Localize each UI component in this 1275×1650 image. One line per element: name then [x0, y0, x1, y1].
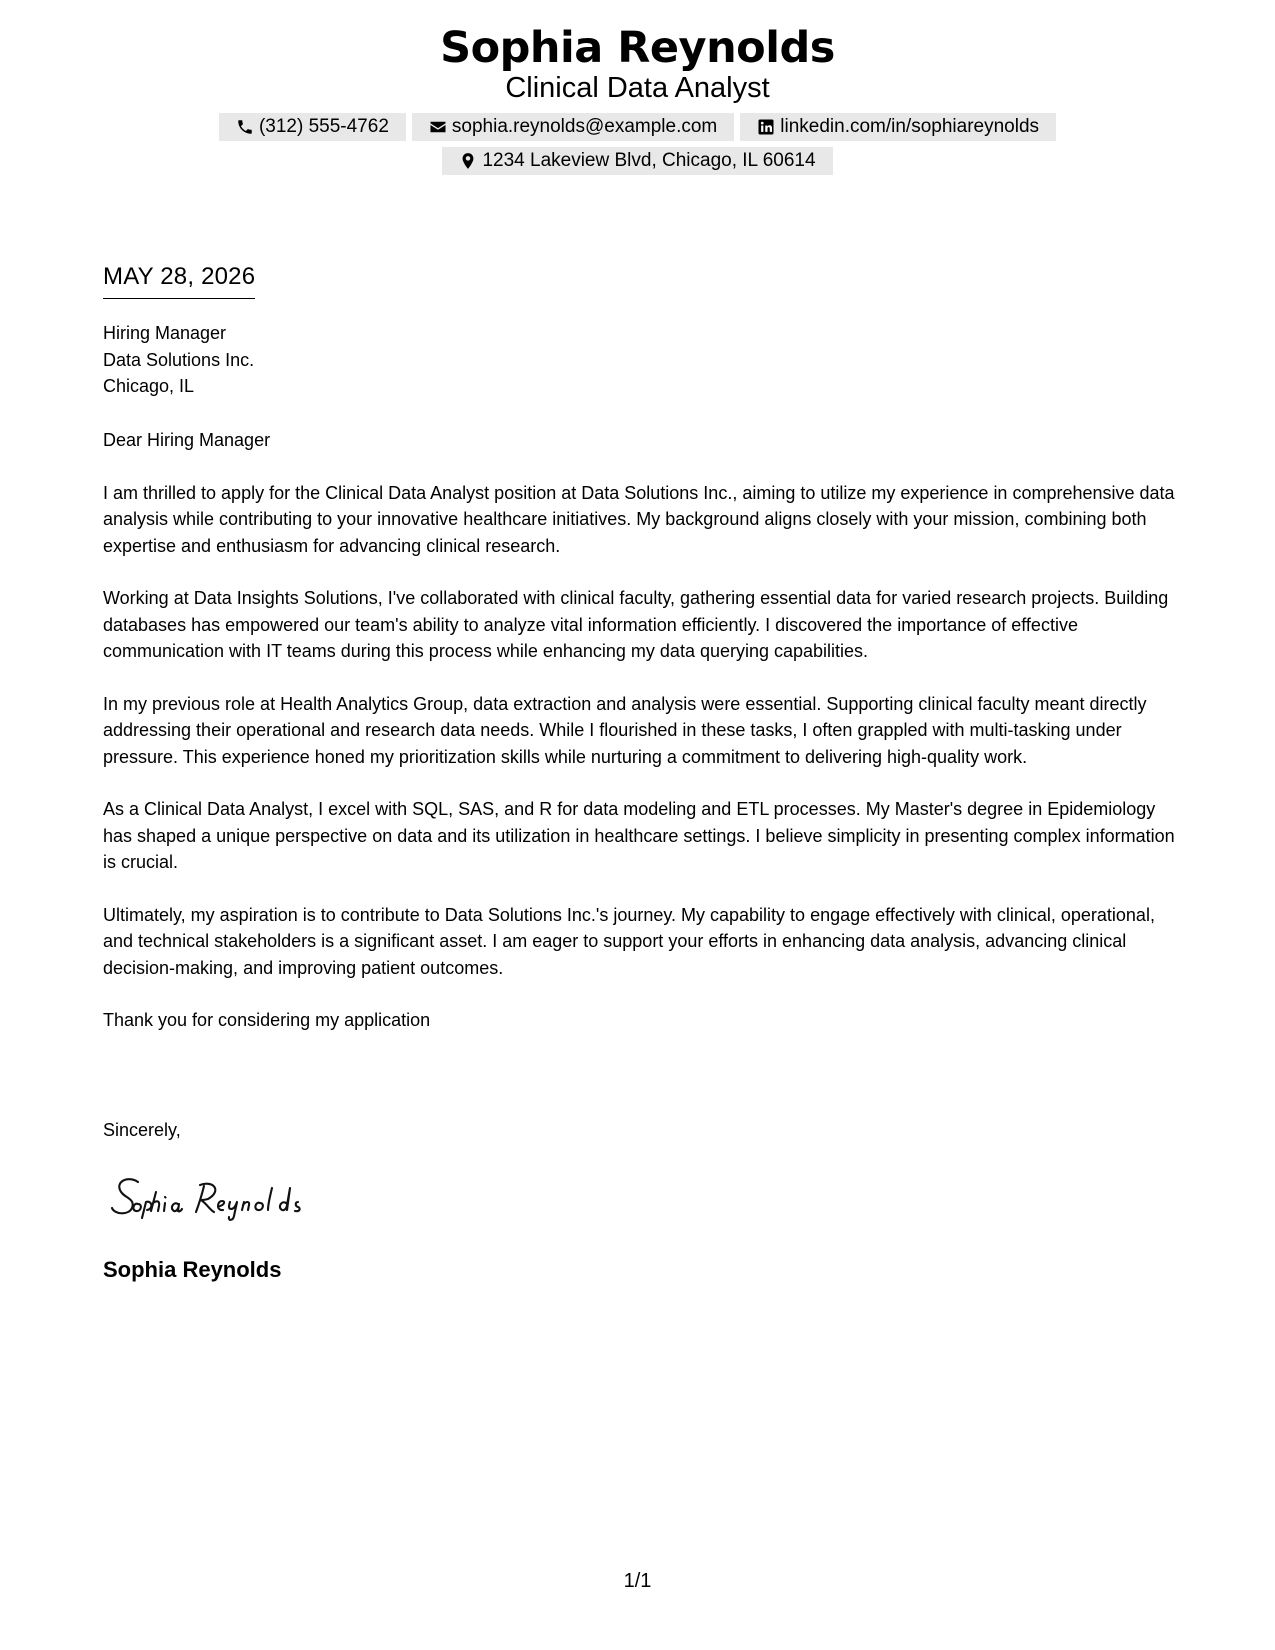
thank-you-line: Thank you for considering my application [103, 1010, 431, 1030]
map-pin-icon [459, 152, 477, 170]
applicant-title: Clinical Data Analyst [505, 72, 770, 104]
recipient-line: Hiring Manager [103, 323, 227, 343]
linkedin-chip[interactable] [740, 113, 1056, 141]
letter-header [0, 22, 1275, 181]
recipient-block [103, 320, 254, 400]
body-paragraph: In my previous role at Health Analytics Group, data extraction and analysis were essential. Supporting clinical faculty meant directly addressing their operational and research data needs. While I flourished in these tasks, I often grappled with multi-tasking under pressure. This experience honed my prioritization skills while nurturing a commitment to delivering high-quality work. [103, 693, 1147, 767]
body-paragraph: I am thrilled to apply for the Clinical Data Analyst position at Data Solutions Inc., aiming to utilize my experience in comprehensive data analysis while contributing to your innovative healthcare initiatives. My background aligns closely with your mission, combining both expertise and enthusiasm for advancing clinical research. [103, 482, 1175, 556]
letter-body [103, 427, 1183, 1060]
page-number: 1/1 [623, 1570, 652, 1592]
email-chip[interactable] [412, 113, 734, 141]
phone-icon [236, 118, 254, 136]
phone-chip [219, 113, 406, 141]
address-chip [442, 147, 832, 175]
linkedin-icon [757, 118, 775, 136]
handwritten-signature [108, 1168, 358, 1228]
letter-date: MAY 28, 2026 [103, 262, 255, 299]
contact-row-1 [0, 113, 1275, 141]
closing-line: Sincerely, [103, 1120, 181, 1140]
recipient-line: Chicago, IL [103, 376, 195, 396]
signer-name: Sophia Reynolds [103, 1257, 282, 1282]
linkedin-url[interactable]: linkedin.com/in/sophiareynolds [780, 116, 1040, 137]
body-paragraph: As a Clinical Data Analyst, I excel with SQL, SAS, and R for data modeling and ETL processes. My Master's degree in Epidemiology has shaped a unique perspective on data and its utilization in healthcare settings. I believe simplicity in presenting complex information is crucial. [103, 799, 1175, 872]
applicant-name: Sophia Reynolds [440, 23, 835, 73]
contact-row-2 [0, 147, 1275, 175]
phone-number: (312) 555-4762 [258, 116, 389, 137]
body-paragraph: Ultimately, my aspiration is to contribute to Data Solutions Inc.'s journey. My capability to engage effectively with clinical, operational, and technical stakeholders is a significant asset. I am eager to support your efforts in enhancing data analysis, advancing clinical decision-making, and improving patient outcomes. [103, 904, 1155, 978]
contact-info [0, 113, 1275, 175]
salutation: Dear Hiring Manager [103, 430, 271, 450]
street-address: 1234 Lakeview Blvd, Chicago, IL 60614 [482, 150, 816, 171]
recipient-line: Data Solutions Inc. [103, 349, 255, 370]
email-address[interactable]: sophia.reynolds@example.com [451, 116, 718, 137]
body-paragraph: Working at Data Insights Solutions, I've collaborated with clinical faculty, gathering essential data for varied research projects. Building databases has empowered our team's ability to analyze vital information efficiently. I discovered the importance of effective communication with IT teams during this process while enhancing my data querying capabilities. [103, 588, 1169, 661]
envelope-icon [429, 118, 447, 136]
